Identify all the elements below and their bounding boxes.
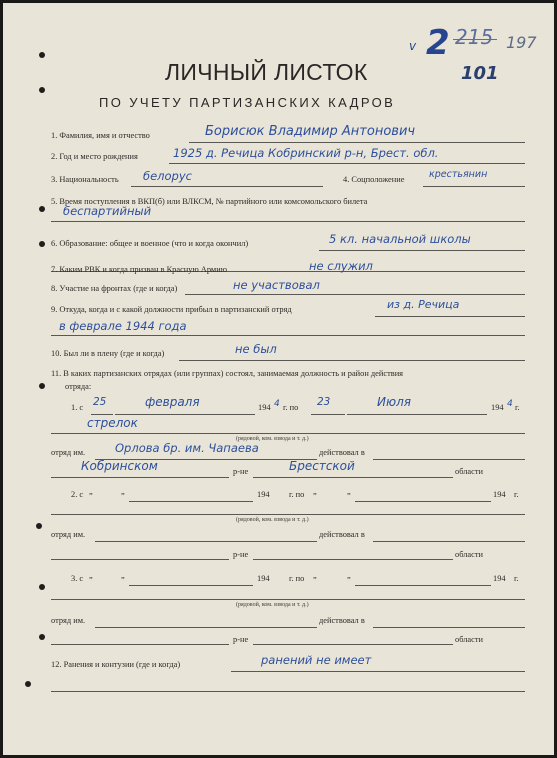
entry-1-acted: действовал в — [319, 448, 365, 457]
page-subtitle: ПО УЧЕТУ ПАРТИЗАНСКИХ КАДРОВ — [99, 95, 396, 110]
entry-3-unit-label: отряд им. — [51, 616, 86, 625]
entry-2-position-hint: (рядовой, ком. взвода и т. д.) — [236, 517, 309, 523]
entry-2-prefix: 2. с — [71, 490, 84, 499]
mark-v: v — [409, 39, 417, 53]
rule — [253, 559, 453, 560]
entry-1-year-print: 194 — [258, 403, 271, 412]
punch-hole — [39, 206, 45, 212]
punch-hole — [39, 634, 45, 640]
rule — [115, 414, 255, 415]
entry-3-rne: р-не — [233, 635, 249, 644]
number-struck: 215 — [455, 25, 494, 49]
page-title: ЛИЧНЫЙ ЛИСТОК — [165, 59, 368, 85]
entry-3-q-close2: „ — [347, 571, 351, 580]
rule — [91, 414, 113, 415]
entry-1-to-year-print: 194 — [491, 403, 504, 412]
rule — [231, 671, 525, 672]
label-full-name: 1. Фамилия, имя и отчество — [51, 131, 150, 140]
entry-2-g: г. — [514, 490, 519, 499]
value-party: беспартийный — [63, 204, 152, 218]
value-arrival-1: из д. Речица — [387, 298, 460, 311]
entry-3-prefix: 3. с — [71, 574, 84, 583]
entry-2-unit-label: отряд им. — [51, 530, 86, 539]
entry-3-g: г. — [514, 574, 519, 583]
punch-hole — [39, 584, 45, 590]
label-birth: 2. Год и место рождения — [51, 152, 138, 161]
rule — [179, 360, 525, 361]
entry-3-position-hint: (рядовой, ком. взвода и т. д.) — [236, 602, 309, 608]
punch-hole — [39, 241, 45, 247]
rule — [169, 163, 525, 164]
rule — [51, 559, 229, 560]
number-big: 2 — [426, 23, 450, 63]
rule — [51, 221, 525, 222]
punch-hole — [39, 87, 45, 93]
entry-1-region: Брестской — [289, 459, 355, 473]
label-party: 5. Время поступления в ВКП(б) или ВЛКСМ, № партийного или комсомольского билета — [51, 197, 368, 206]
punch-hole — [25, 681, 31, 687]
rule — [311, 414, 345, 415]
value-birth: 1925 д. Речица Кобринский р-н, Брест. обл. — [173, 146, 439, 160]
rule — [373, 627, 525, 628]
entry-1-unit: Орлова бр. им. Чапаева — [115, 441, 259, 455]
label-detachments: 11. В каких партизанских отрядах (или группах) состоял, занимаемая должность и район действия — [51, 369, 404, 378]
value-social: крестьянин — [429, 169, 488, 180]
entry-3-q-open: „ — [89, 571, 93, 580]
strike-line — [453, 39, 497, 40]
rule — [347, 414, 487, 415]
rule — [373, 459, 525, 460]
entry-1-to-month: Июля — [377, 395, 411, 409]
entry-1-position: стрелок — [87, 416, 138, 430]
value-fronts: не участвовал — [233, 278, 320, 292]
entry-2-oblast: области — [455, 550, 483, 559]
entry-2-q-open2: „ — [313, 487, 317, 496]
rule — [51, 599, 525, 600]
rule — [95, 627, 317, 628]
punch-hole — [39, 383, 45, 389]
punch-hole — [36, 523, 42, 529]
value-captivity: не был — [235, 342, 277, 356]
entry-3-to-year-print: 194 — [493, 574, 506, 583]
entry-1-from-month: февраля — [145, 395, 200, 409]
entry-3-oblast: области — [455, 635, 483, 644]
entry-2-q-open: „ — [89, 487, 93, 496]
rule — [253, 477, 453, 478]
rule — [51, 477, 229, 478]
value-full-name: Борисюк Владимир Антонович — [205, 124, 416, 139]
entry-1-oblast: области — [455, 467, 483, 476]
rule — [185, 294, 525, 295]
rule — [131, 186, 323, 187]
rule — [355, 501, 491, 502]
entry-3-q-open2: „ — [313, 571, 317, 580]
label-military: 7. Каким РВК и когда призван в Красную Армию — [51, 265, 227, 274]
value-nationality: белорус — [143, 169, 192, 183]
value-education: 5 кл. начальной школы — [329, 232, 471, 246]
label-social: 4. Соцположение — [343, 175, 405, 184]
entry-1-prefix: 1. с — [71, 403, 84, 412]
entry-2-rne: р-не — [233, 550, 249, 559]
rule — [129, 585, 253, 586]
rule — [189, 142, 525, 143]
rule — [375, 316, 525, 317]
label-captivity: 10. Был ли в плену (где и когда) — [51, 349, 165, 358]
entry-2-to-label: г. по — [289, 490, 305, 499]
rule — [423, 186, 525, 187]
number-top: 197 — [506, 33, 537, 52]
entry-2-to-year-print: 194 — [493, 490, 506, 499]
entry-1-unit-label: отряд им. — [51, 448, 86, 457]
rule — [51, 644, 229, 645]
entry-1-district: Кобринском — [81, 459, 158, 473]
punch-hole — [39, 52, 45, 58]
entry-3-q-close: „ — [121, 571, 125, 580]
rule — [319, 250, 525, 251]
rule — [129, 501, 253, 502]
label-arrival: 9. Откуда, когда и с какой должности прибыл в партизанский отряд — [51, 305, 292, 314]
entry-3-acted: действовал в — [319, 616, 365, 625]
value-military: не служил — [309, 259, 373, 273]
entry-2-acted: действовал в — [319, 530, 365, 539]
entry-1-to-label: г. по — [283, 403, 299, 412]
label-detachments-cont: отряда: — [65, 382, 92, 391]
entry-1-rne: р-не — [233, 467, 249, 476]
label-nationality: 3. Национальность — [51, 175, 119, 184]
entry-2-year-print: 194 — [257, 490, 270, 499]
rule — [95, 541, 317, 542]
entry-1-to-year: 4 — [507, 399, 513, 409]
label-wounds: 12. Ранения и контузии (где и когда) — [51, 660, 181, 669]
rule — [51, 335, 525, 336]
value-arrival-2: в феврале 1944 года — [59, 319, 187, 333]
entry-1-g: г. — [515, 403, 520, 412]
entry-1-from-year: 4 — [274, 399, 280, 409]
rule — [373, 541, 525, 542]
label-education: 6. Образование: общее и военное (что и когда окончил) — [51, 239, 249, 248]
rule — [51, 433, 525, 434]
entry-2-q-close2: „ — [347, 487, 351, 496]
entry-2-q-close: „ — [121, 487, 125, 496]
rule — [51, 691, 525, 692]
number-sub: 101 — [461, 63, 499, 84]
rule — [51, 514, 525, 515]
entry-3-year-print: 194 — [257, 574, 270, 583]
entry-1-to-day: 23 — [317, 396, 331, 408]
entry-3-to-label: г. по — [289, 574, 305, 583]
entry-1-from-day: 25 — [93, 396, 107, 408]
value-wounds: ранений не имеет — [261, 653, 372, 667]
entry-1-position-hint: (рядовой, ком. взвода и т. д.) — [236, 436, 309, 442]
rule — [253, 644, 453, 645]
label-fronts: 8. Участие на фронтах (где и когда) — [51, 284, 178, 293]
rule — [355, 585, 491, 586]
